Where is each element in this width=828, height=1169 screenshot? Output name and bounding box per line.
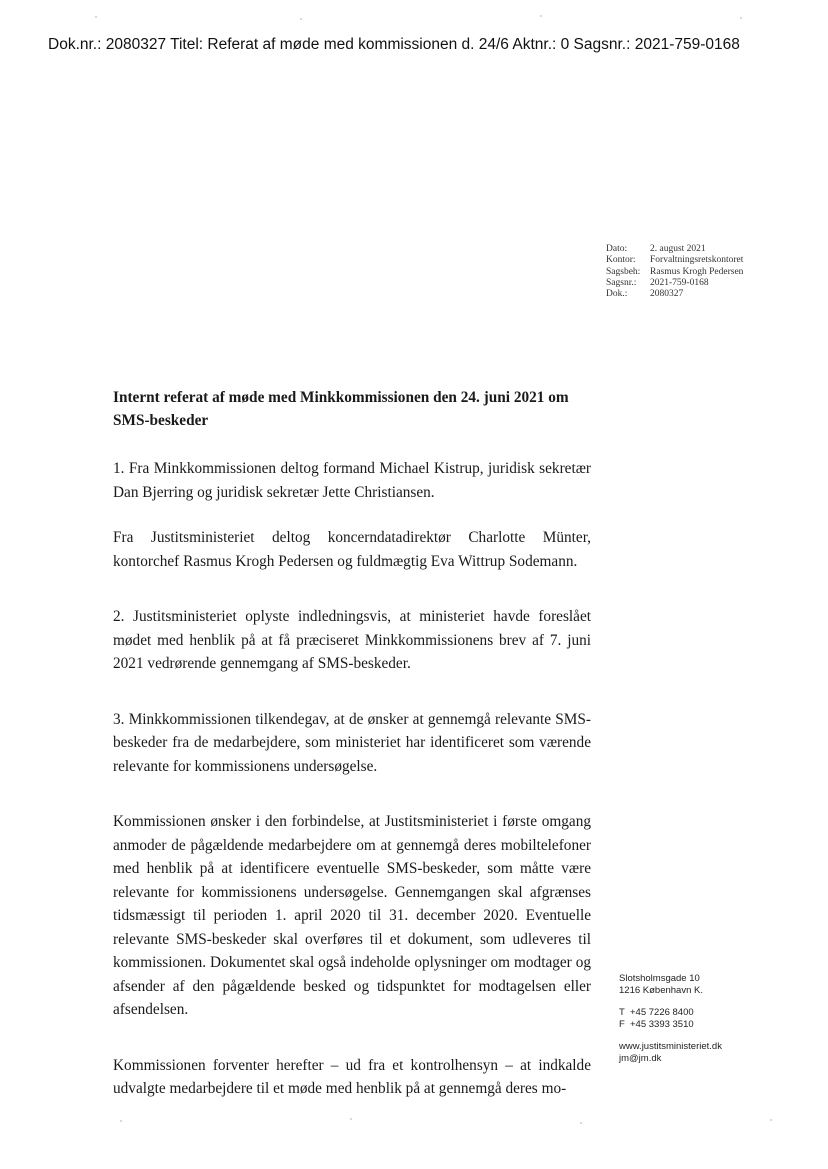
meta-row-date — [606, 244, 743, 255]
phone-row — [619, 1007, 722, 1019]
website-link[interactable]: www.justitsministeriet.dk — [619, 1041, 722, 1052]
document-body — [113, 386, 591, 1123]
fax-number: +45 3393 3510 — [630, 1018, 694, 1030]
phone-number: +45 7226 8400 — [630, 1007, 694, 1018]
paragraph-control-meeting: Kommissionen forventer herefter – ud fra et kontrolhensyn – at indkalde udvalgte medarbejdere til et møde med henblik på at gennemgå deres mo- — [113, 1056, 591, 1097]
scan-speck — [540, 15, 542, 17]
meta-row-document-number — [606, 289, 743, 300]
scan-speck — [770, 1119, 772, 1121]
scan-speck — [580, 1122, 582, 1124]
contact-numbers — [619, 1007, 722, 1030]
document-header-line: Dok.nr.: 2080327 Titel: Referat af møde med kommissionen d. 24/6 Aktnr.: 0 Sagsnr.: 2021-759-0168 — [48, 36, 740, 53]
paragraph-participants-commission: 1. Fra Minkkommissionen deltog formand Michael Kistrup, juridisk sekretær Dan Bjerring og juridisk sekretær Jette Christiansen. — [113, 460, 591, 501]
meta-value: 2080327 — [650, 289, 684, 300]
email-link[interactable]: jm@jm.dk — [619, 1052, 662, 1064]
paragraph-participants-ministry: Fra Justitsministeriet deltog koncerndatadirektør Charlotte Münter, kontorchef Rasmus Krogh Pedersen og fuldmægtig Eva Wittrup Sodemann. — [113, 529, 591, 570]
document-meta-block — [606, 244, 743, 300]
meta-value: Rasmus Krogh Pedersen — [650, 266, 744, 277]
paragraph-commission-request: 3. Minkkommissionen tilkendegav, at de ønsker at gennemgå relevante SMS-beskeder fra de medarbejdere, som ministeriet har identificeret som værende relevante for kommissionens undersøgelse. — [113, 710, 591, 775]
paragraph-introduction: 2. Justitsministeriet oplyste indledningsvis, at ministeriet havde foreslået mødet med henblik på at få præciseret Minkkommissionens brev af 7. juni 2021 vedrørende gennemgang af SMS-beskeder. — [113, 608, 591, 672]
fax-label: F — [619, 1018, 625, 1030]
address-street: Slotsholmsgade 10 — [619, 973, 700, 984]
document-title: Internt referat af møde med Minkkommissionen den 24. juni 2021 om SMS-beskeder — [113, 389, 569, 429]
postal-address — [619, 973, 722, 996]
meta-row-office — [606, 255, 743, 266]
scan-speck — [120, 1120, 122, 1122]
meta-label: Dok.: — [606, 289, 628, 300]
address-city: 1216 København K. — [619, 984, 703, 996]
meta-label: Sagsnr.: — [606, 277, 637, 288]
meta-value: 2. august 2021 — [650, 244, 706, 254]
scan-speck — [95, 16, 97, 18]
meta-label: Kontor: — [606, 255, 636, 266]
paragraph-review-instructions: Kommissionen ønsker i den forbindelse, at Justitsministeriet i første omgang anmoder de pågældende medarbejdere om at gennemgå deres mobiltelefoner med henblik på at identificere eventuelle SMS-beskeder, som måtte være relevante for kommissionens undersøgelse. Gennemgangen skal afgrænses tidsmæssigt til perioden 1. april 2020 til 31. december 2020. Eventuelle relevante SMS-beskeder skal overføres til et dokument, som udleveres til kommissionen. Dokumentet skal også indeholde oplysninger om modtager og afsender af den pågældende besked og tidspunktet for modtagelsen eller afsendelsen. — [113, 813, 591, 1018]
fax-row — [619, 1019, 722, 1031]
meta-value: 2021-759-0168 — [650, 277, 709, 288]
scan-speck — [350, 1118, 352, 1120]
meta-row-case-number — [606, 278, 743, 289]
scan-speck — [300, 18, 302, 20]
phone-label: T — [619, 1007, 625, 1018]
scan-speck — [740, 17, 742, 19]
meta-label: Sagsbeh: — [606, 266, 641, 277]
meta-value: Forvaltningsretskontoret — [650, 255, 744, 266]
meta-row-case-handler — [606, 267, 743, 278]
online-contact — [619, 1041, 722, 1064]
ministry-address-block — [619, 973, 722, 1075]
meta-label: Dato: — [606, 244, 628, 254]
